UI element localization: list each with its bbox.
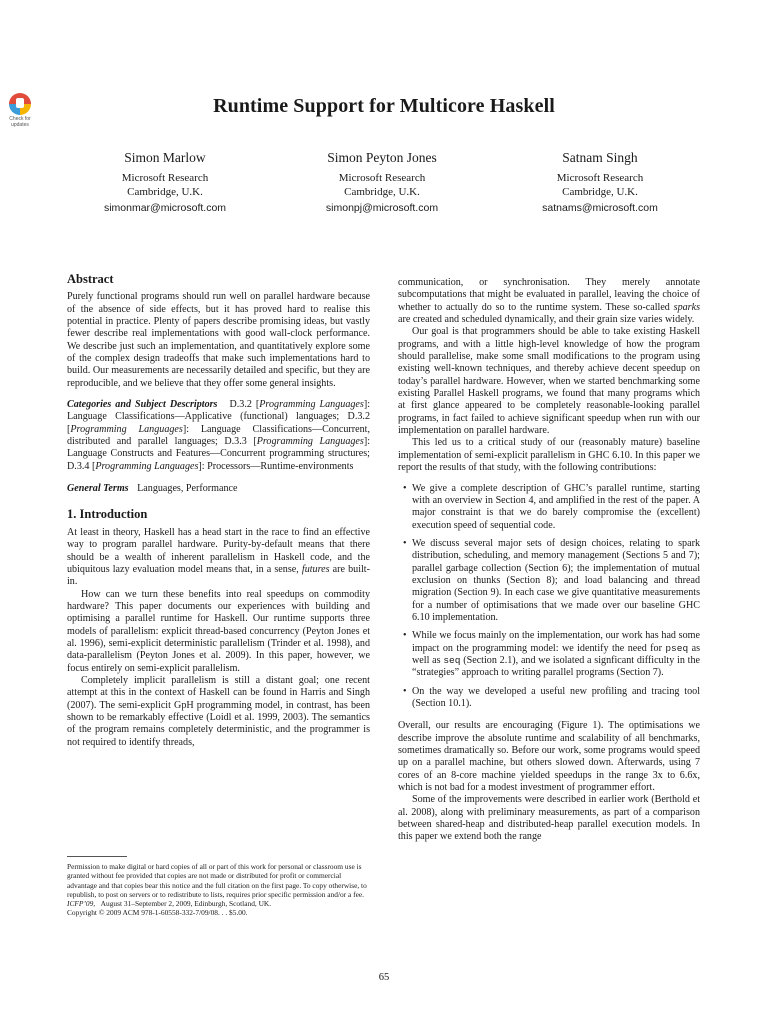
categories-label: Categories and Subject Descriptors [67, 399, 218, 411]
author-name: Simon Peyton Jones [327, 150, 437, 165]
page-number: 65 [378, 972, 390, 983]
author-org: Microsoft Research [338, 171, 426, 184]
author-org: Microsoft Research [556, 171, 644, 184]
author-block-2 [282, 151, 482, 215]
author-block-3 [500, 151, 700, 215]
intro-paragraph-7: Overall, our results are encouraging (Figure 1). The optimisations we describe improve the absolute runtime and scalability of all benchmarks, sometimes dramatically so. Before our work, some programs would speed up on a parallel machine, but others slowed down. Afterwards, using 7 cores of an 8-core machine yielded speedups in the range 3x to 6.6x, which is not bad for a modest investment of programmer effort. [398, 720, 700, 794]
author-email: simonpj@microsoft.com [325, 201, 439, 214]
intro-paragraph-4: communication, or synchronisation. They merely annotate subcomputations that might be evaluated in parallel, leaving the choice of whether to actually do so to the runtime system. These so-called sparks are created and scheduled dynamically, and their grain size varies widely. [398, 277, 700, 326]
intro-paragraph-6: This led us to a critical study of our (reasonably mature) baseline implementation of semi-explicit parallelism in GHC 6.10. In this paper we report the results of that study, with the following contributions: [398, 437, 700, 474]
left-column [67, 273, 370, 749]
footnote-rule [67, 856, 127, 857]
permission-footnote [67, 862, 370, 918]
author-name: Satnam Singh [562, 150, 638, 165]
list-item: • We give a complete description of GHC’s parallel runtime, starting with an overview in Section 4, and amplified in the rest of the paper. A major constraint is that we do barely compromise the (excellent) execution speed of sequential code. [403, 483, 700, 532]
list-item: • While we focus mainly on the implementation, our work has had some impact on the programming model: we identify the need for pseq as well as seq (Section 2.1), and we isolated a signficant difficulty in the “strategies” approach to writing parallel programs (Section 7). [403, 630, 700, 679]
paper-title: Runtime Support for Multicore Haskell [213, 95, 555, 117]
badge-label: Check for updates [9, 116, 31, 128]
author-location: Cambridge, U.K. [562, 186, 638, 198]
author-email: simonmar@microsoft.com [103, 201, 227, 214]
author-block-1 [65, 151, 265, 215]
author-org: Microsoft Research [121, 171, 209, 184]
author-location: Cambridge, U.K. [344, 186, 420, 198]
intro-paragraph-5: Our goal is that programmers should be able to take existing Haskell programs, and with a little high-level knowledge of how the program should parallelise, make some small modifications to the program using existing well-known techniques, and thereby achieve decent speedup on today’s parallel hardware. However, when we started benchmarking some existing Parallel Haskell programs, we found that many programs which at first glance appeared to be completely reasonable-looking parallel programs, in fact failed to achieve significant speedup when run with our implementation on parallel hardware. [398, 326, 700, 437]
permission-text: Permission to make digital or hard copies of all or part of this work for personal or classroom use is granted without fee provided that copies are not made or distributed for profit or commercial advantage and that copies bear this notice and the full citation on the first page. To copy otherwise, to republish, to post on servers or to redistribute to lists, requires prior specific permission and/or a fee. [67, 862, 367, 899]
list-item: • We discuss several major sets of design choices, relating to spark distribution, scheduling, and memory management (Sections 5 and 7); parallel garbage collection (Section 6); the implementation of mutual exclusion on thunks (Section 8); and load balancing and thread migration (Section 9). In each case we give quantitative measurements for a number of optimisations that we made over our baseline GHC 6.10 implementation. [403, 538, 700, 624]
contributions-list [403, 483, 700, 711]
categories-descriptors: Categories and Subject Descriptors D.3.2 [Programming Languages]: Language Classifications—Applicative (functional) languages; D.3.2 [Programming Languages]: Language Classifications—Concurrent, distributed and parallel languages; D.3.3 [Programming Languages]: Language Constructs and Features—Concurrent programming structures; D.3.4 [Programming Languages]: Processors—Runtime-environments [67, 399, 371, 472]
copyright-line: Copyright © 2009 ACM 978-1-60558-332-7/09/08. . . $5.00. [67, 908, 248, 918]
abstract-heading: Abstract [67, 272, 114, 286]
author-location: Cambridge, U.K. [127, 186, 203, 198]
general-terms: General Terms Languages, Performance [67, 483, 238, 495]
intro-paragraph-2: How can we turn these benefits into real speedups on commodity hardware? This paper documents our experiences with building and optimising a parallel runtime for Haskell. Our runtime supports three models of parallelism: explicit thread-based concurrency (Peyton Jones et al. 1996), semi-explicit deterministic parallelism (Trinder et al. 1998), and data-parallelism (Peyton Jones et al. 2009). In this paper, however, we focus entirely on semi-explicit parallelism. [67, 588, 370, 674]
section-heading-introduction: 1. Introduction [67, 506, 148, 521]
abstract-text: Purely functional programs should run well on parallel hardware because of the absence of side effects, but it has proved hard to realise this potential in practice. Plenty of papers describe promising ideas, but vastly fewer describe real implementations with good wall-clock performance. We describe just such an implementation, and quantitatively explore some of the complex design tradeoffs that make such implementations hard to build. Our measurements are necessarily detailed and specific, but they are reproducible, and we believe that they offer some general insights. [67, 291, 370, 389]
intro-paragraph-3: Completely implicit parallelism is still a distant goal; one recent attempt at this in the context of Haskell can be found in Harris and Singh (2007). The semi-explicit GpH programming model, in contrast, has been shown to be remarkably effective (Loidl et al. 1999, 2003). The semantics of the program remains completely deterministic, and the programmer is not required to identify threads, [67, 674, 370, 748]
right-column [398, 277, 700, 844]
author-name: Simon Marlow [124, 150, 206, 165]
intro-paragraph-8: Some of the improvements were described in earlier work (Berthold et al. 2008), along with preliminary measurements, as part of a comparison between shared-heap and distributed-heap parallel execution models. In this paper we extend both the range [398, 794, 700, 843]
intro-paragraph-1: At least in theory, Haskell has a head start in the race to find an effective way to program parallel hardware. Purity-by-default means that there should be a wealth of inherent parallelism in Haskell code, and the ubiquitous lazy evaluation model means that, in a sense, futures are built-in. [67, 526, 370, 588]
list-item: • On the way we developed a useful new profiling and tracing tool (Section 10.1). [403, 686, 700, 711]
general-terms-label: General Terms [67, 483, 129, 495]
author-email: satnams@microsoft.com [542, 201, 658, 214]
conference-line: ICFP’09, August 31–September 2, 2009, Edinburgh, Scotland, UK. [67, 899, 272, 909]
